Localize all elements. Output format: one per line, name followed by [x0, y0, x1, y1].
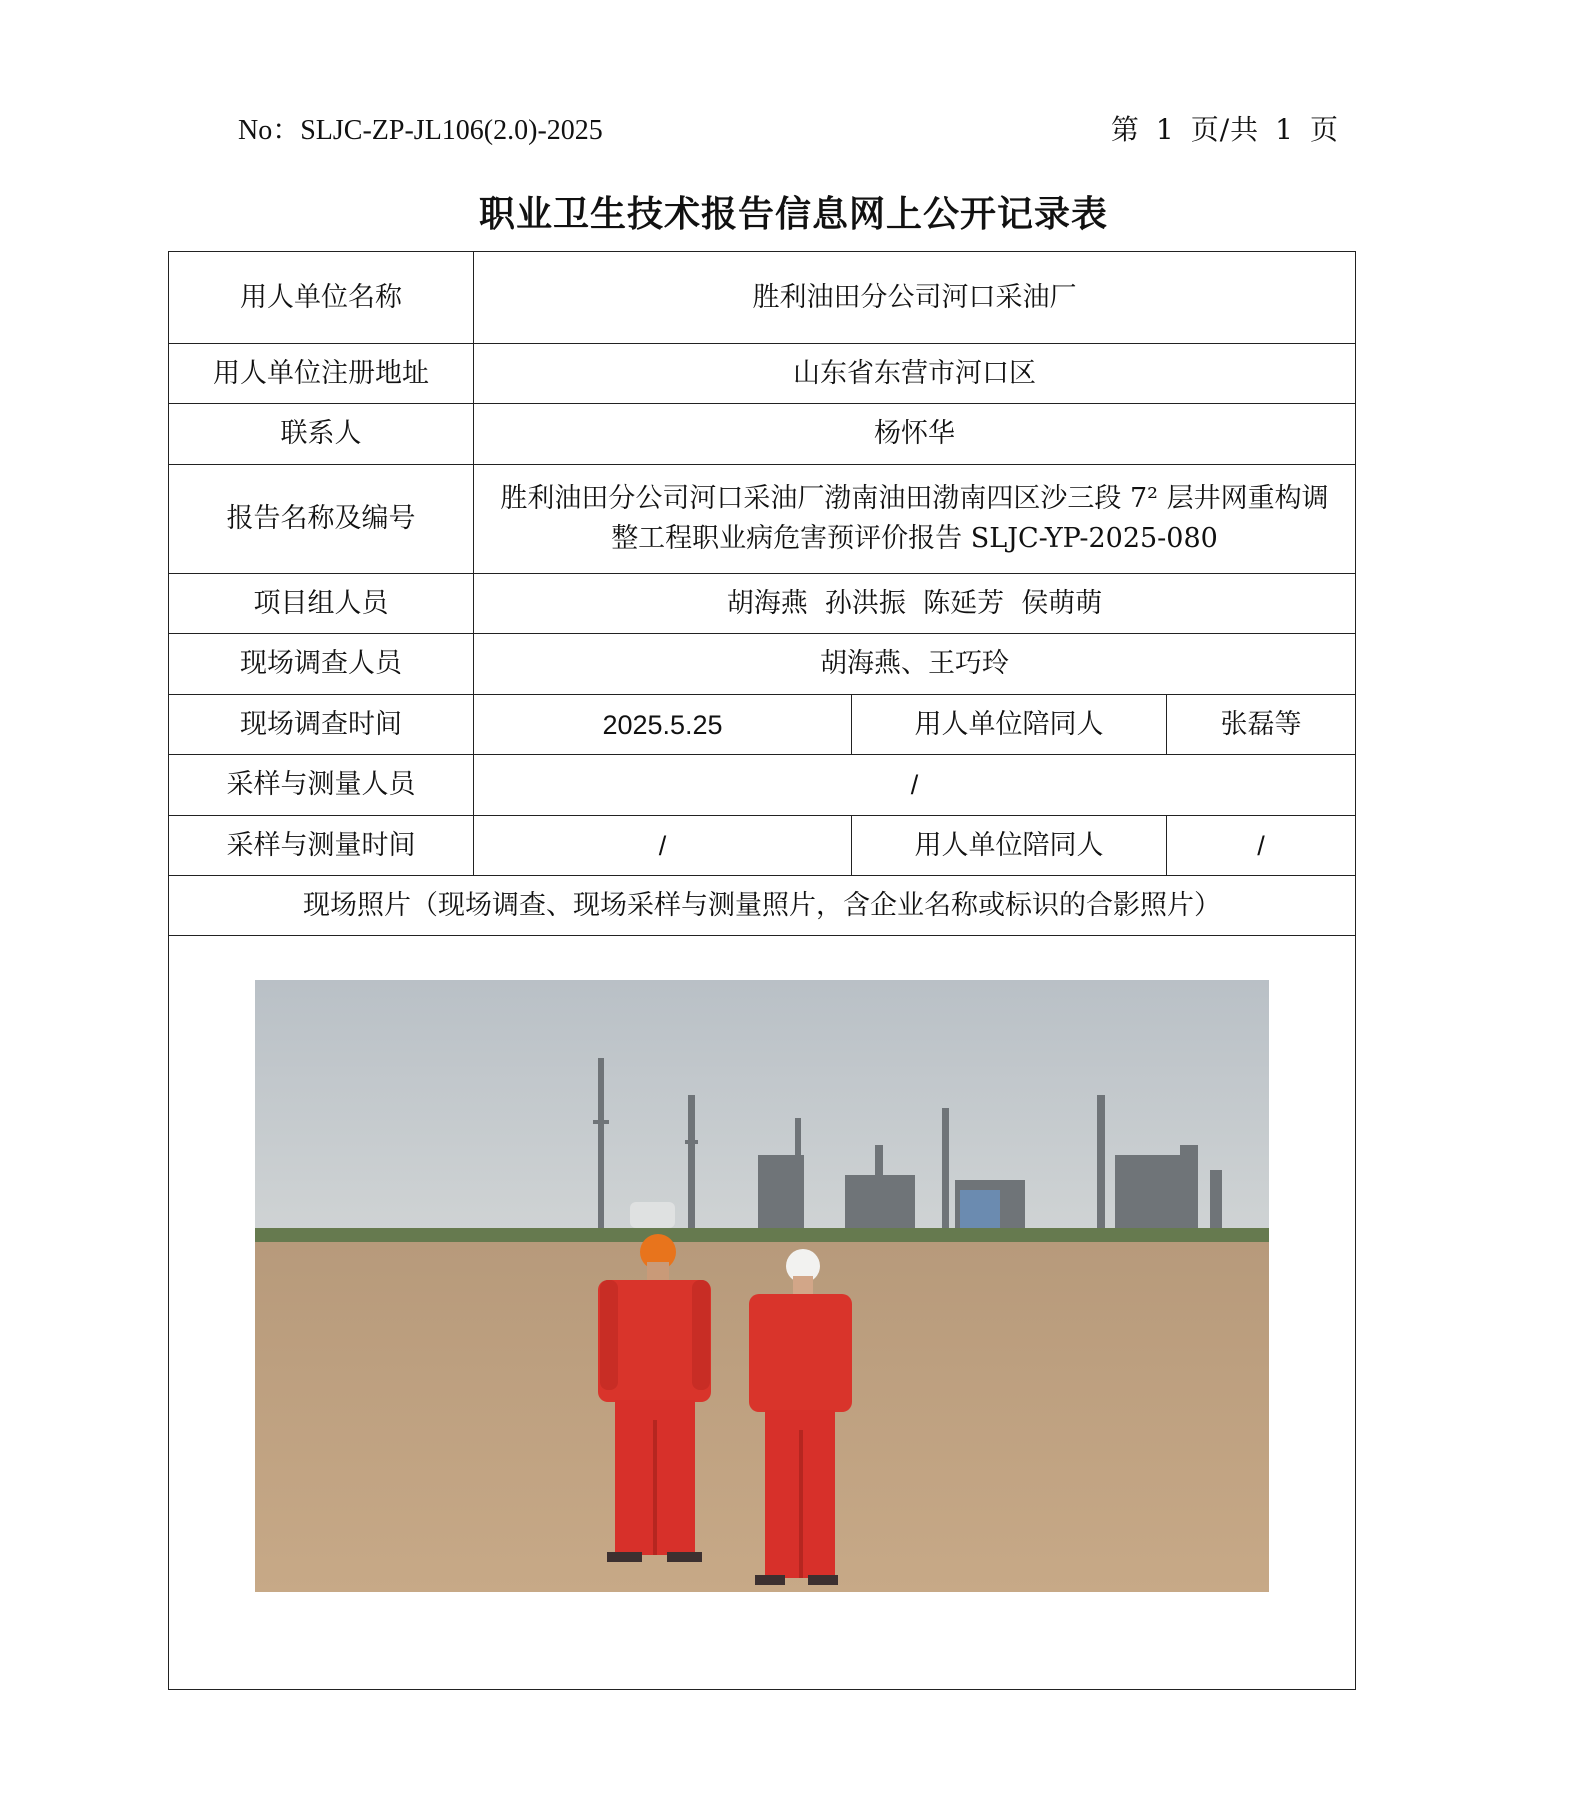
page-title: 职业卫生技术报告信息网上公开记录表 — [478, 193, 1108, 235]
page-total: 1 — [1275, 113, 1294, 146]
report-value-line1: 胜利油田分公司河口采油厂渤南油田渤南四区沙三段 7² 层井网重构调 — [500, 483, 1329, 514]
employer-address-label: 用人单位注册地址 — [169, 344, 474, 404]
document-number: No：SLJC-ZP-JL106(2.0)-2025 — [238, 115, 603, 146]
report-label: 报告名称及编号 — [169, 465, 474, 574]
page-prefix: 第 — [1110, 113, 1140, 146]
row-sampling-staff — [169, 755, 1356, 816]
record-form-table — [168, 251, 1356, 1690]
sampling-staff-label: 采样与测量人员 — [169, 755, 474, 816]
survey-time-label: 现场调查时间 — [169, 695, 474, 755]
project-team-value: 胡海燕 孙洪振 陈延芳 侯萌萌 — [474, 574, 1356, 634]
page-suffix: 页 — [1309, 113, 1339, 146]
survey-staff-label: 现场调查人员 — [169, 634, 474, 695]
photos-heading: 现场照片（现场调查、现场采样与测量照片，含企业名称或标识的合影照片） — [169, 876, 1356, 936]
row-survey-staff — [169, 634, 1356, 695]
contact-value: 杨怀华 — [474, 404, 1356, 465]
report-value — [474, 465, 1356, 574]
employer-name-label: 用人单位名称 — [169, 252, 474, 344]
page-mid: 页/共 — [1190, 113, 1260, 146]
row-report — [169, 465, 1356, 574]
sampling-companion-value: / — [1167, 816, 1356, 876]
row-survey-time — [169, 695, 1356, 755]
employer-name-value: 胜利油田分公司河口采油厂 — [474, 252, 1356, 344]
report-value-line2: 整工程职业病危害预评价报告 SLJC-YP-2025-080 — [611, 523, 1218, 554]
row-sampling-time — [169, 816, 1356, 876]
sampling-time-value: / — [474, 816, 852, 876]
sampling-staff-value: / — [474, 755, 1356, 816]
page-current: 1 — [1155, 113, 1175, 146]
photo-cell — [169, 936, 1356, 1690]
project-team-label: 项目组人员 — [169, 574, 474, 634]
row-contact — [169, 404, 1356, 465]
contact-label: 联系人 — [169, 404, 474, 465]
employer-address-value: 山东省东营市河口区 — [474, 344, 1356, 404]
row-photos — [169, 936, 1356, 1690]
survey-staff-value: 胡海燕、王巧玲 — [474, 634, 1356, 695]
page-indicator — [1111, 108, 1339, 148]
row-employer-address — [169, 344, 1356, 404]
sampling-time-label: 采样与测量时间 — [169, 816, 474, 876]
survey-time-value: 2025.5.25 — [474, 695, 852, 755]
sampling-companion-label: 用人单位陪同人 — [852, 816, 1167, 876]
survey-companion-label: 用人单位陪同人 — [852, 695, 1167, 755]
row-employer-name — [169, 252, 1356, 344]
site-photo — [255, 980, 1269, 1592]
row-project-team — [169, 574, 1356, 634]
survey-companion-value: 张磊等 — [1167, 695, 1356, 755]
row-photos-heading — [169, 876, 1356, 936]
